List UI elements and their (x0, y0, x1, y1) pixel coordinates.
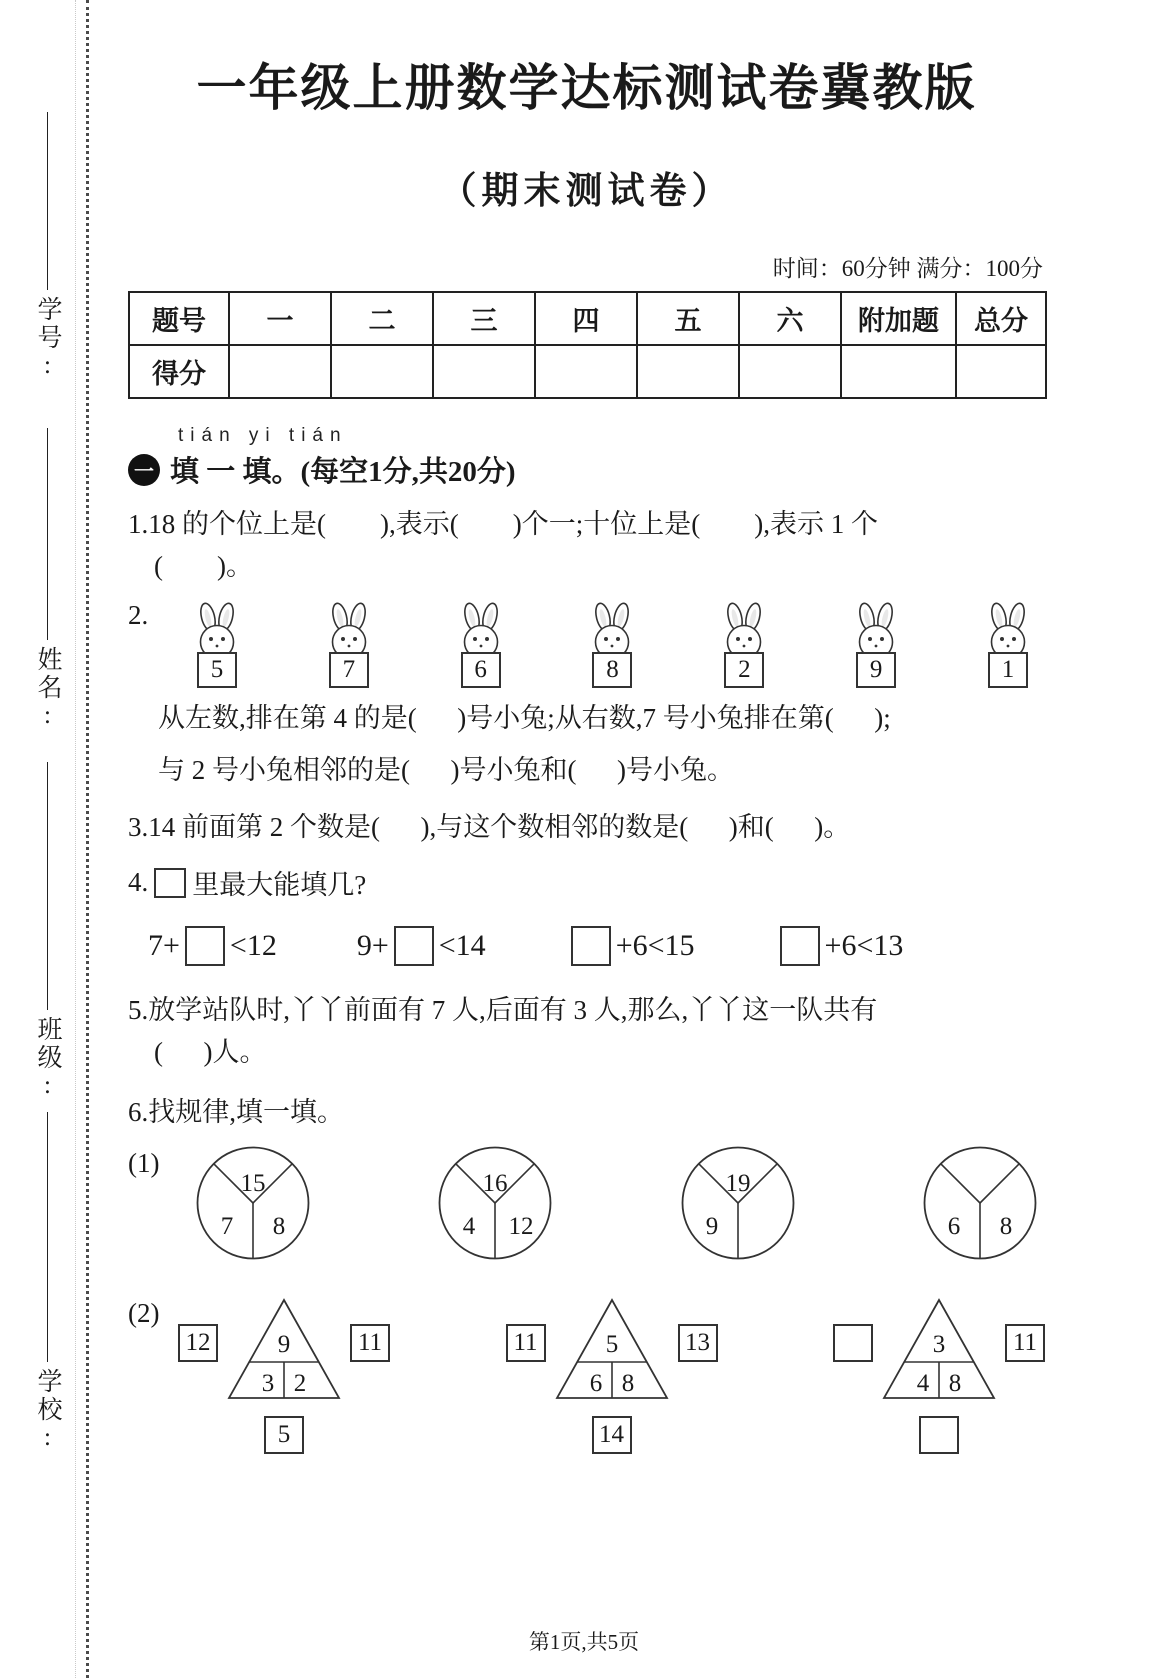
question-1 (128, 504, 1045, 588)
score-cell (331, 345, 433, 398)
triangle-puzzle-row (174, 1294, 1045, 1462)
margin-field-class (24, 762, 70, 1102)
circle-right-value: 8 (272, 1212, 286, 1240)
rabbit-figure (845, 602, 907, 688)
inequality-item (775, 926, 904, 966)
rabbit-figure (977, 602, 1039, 688)
fill-box-icon (154, 868, 186, 898)
rabbit-figure (713, 602, 775, 688)
rabbit-figure (186, 602, 248, 688)
triangle-icon (874, 1294, 1004, 1406)
score-table-header-row (129, 292, 1046, 345)
part-1-label: (1) (128, 1147, 160, 1178)
triangle-top-value: 3 (932, 1330, 946, 1358)
header-cell-tihao: 题号 (129, 292, 229, 345)
inequality-item (566, 926, 695, 966)
perforation-line-outer (75, 0, 76, 1678)
header-cell-6: 六 (739, 292, 841, 345)
inequality-after: +6<13 (824, 929, 904, 963)
circle-right-value: 8 (999, 1212, 1013, 1240)
inequality-before: 7+ (148, 929, 180, 963)
margin-field-label: 学校: (34, 1368, 61, 1454)
score-row-label: 得分 (129, 345, 229, 398)
triangle-inner-left-value: 3 (261, 1369, 275, 1397)
pinyin-hint: tián yi tián (178, 425, 348, 446)
header-cell-4: 四 (535, 292, 637, 345)
inequality-item (148, 926, 277, 966)
header-cell-3: 三 (433, 292, 535, 345)
triangle-inner-right-value: 8 (948, 1369, 962, 1397)
margin-field-label: 班级: (34, 1016, 61, 1102)
rabbit-figure (581, 602, 643, 688)
circle-puzzle (436, 1144, 554, 1262)
triangle-inner-left-value: 6 (589, 1369, 602, 1397)
circle-top-value: 16 (482, 1169, 508, 1197)
answer-box-left (833, 1324, 873, 1362)
header-cell-1: 一 (229, 292, 331, 345)
rabbit-number-card: 9 (856, 652, 896, 688)
question-6-part2 (128, 1294, 1045, 1462)
margin-field-name (24, 428, 70, 732)
answer-box-right: 11 (1005, 1324, 1045, 1362)
question-3-line1: 3.14 前面第 2 个数是( ),与这个数相邻的数是( )和( )。 (128, 812, 851, 843)
answer-box-left: 12 (178, 1324, 218, 1362)
triangle-top-value: 9 (277, 1330, 291, 1358)
circle-right-value: 12 (508, 1212, 534, 1240)
question-3 (128, 807, 1045, 849)
inequality-row (148, 926, 1045, 966)
rabbit-row (162, 600, 1045, 688)
fill-box-icon (780, 926, 820, 966)
rabbit-figure (450, 602, 512, 688)
triangle-inner-left-value: 4 (916, 1369, 930, 1397)
fill-box-icon (571, 926, 611, 966)
circle-left-value: 7 (220, 1212, 234, 1240)
perforation-line (86, 0, 89, 1678)
score-cell (229, 345, 331, 398)
score-cell (535, 345, 637, 398)
answer-box-bottom: 5 (264, 1416, 304, 1454)
question-4-number: 4. (128, 867, 149, 898)
rabbit-number-card: 7 (329, 652, 369, 688)
inequality-item (357, 926, 486, 966)
question-2 (128, 600, 1045, 792)
question-6 (128, 1092, 1045, 1462)
section-number-badge: 一 (128, 454, 160, 486)
page-subtitle: （期末测试卷） (439, 171, 734, 212)
question-1-line1: 1.18 的个位上是( ),表示( )个一;十位上是( ),表示 1 个 (128, 509, 878, 539)
question-5-line2: ( )人。 (154, 1037, 267, 1068)
rabbit-number-card: 6 (461, 652, 501, 688)
inequality-after: <12 (229, 929, 277, 963)
page-title: 一年级上册数学达标测试卷冀教版 (196, 60, 977, 116)
content-area (128, 0, 1045, 1462)
question-6-line1: 6.找规律,填一填。 (128, 1096, 344, 1127)
margin-field-student-id (24, 112, 70, 382)
score-cell (739, 345, 841, 398)
score-table-score-row (129, 345, 1046, 398)
answer-box-right: 13 (678, 1324, 718, 1362)
score-cell (637, 345, 739, 398)
triangle-icon (219, 1294, 349, 1406)
question-5-line1: 5.放学站队时,丫丫前面有 7 人,后面有 3 人,那么,丫丫这一队共有 (128, 995, 878, 1026)
triangle-inner-right-value: 8 (621, 1369, 634, 1397)
triangle-puzzle (833, 1294, 1045, 1462)
question-4-prompt: 里最大能填几? (192, 870, 367, 901)
margin-field-label: 姓名: (34, 646, 61, 732)
header-cell-2: 二 (331, 292, 433, 345)
circle-left-value: 9 (705, 1212, 718, 1240)
question-6-part1 (128, 1144, 1045, 1262)
question-2-number: 2. (128, 599, 149, 630)
question-1-line2: ( )。 (154, 550, 253, 581)
blank-line (47, 1112, 48, 1362)
margin-field-school (24, 1112, 70, 1454)
page-footer: 第1页,共5页 (528, 1630, 640, 1654)
answer-box-bottom (919, 1416, 959, 1454)
part-2-label: (2) (128, 1297, 160, 1328)
triangle-inner-right-value: 2 (293, 1369, 307, 1397)
question-2-line1: 从左数,排在第 4 的是( )号小兔;从右数,7 号小兔排在第( ); (158, 702, 891, 733)
score-cell (956, 345, 1046, 398)
margin-field-label: 学号: (34, 296, 61, 382)
section-one-heading (128, 425, 1045, 490)
triangle-puzzle (506, 1294, 718, 1462)
score-cell (433, 345, 535, 398)
circle-top-value: 15 (240, 1169, 266, 1197)
rabbit-figure (318, 602, 380, 688)
header-cell-5: 五 (637, 292, 739, 345)
triangle-puzzle (178, 1294, 390, 1462)
rabbit-number-card: 8 (592, 652, 632, 688)
rabbit-number-card: 1 (988, 652, 1028, 688)
circle-puzzle-row (174, 1144, 1045, 1262)
answer-box-left: 11 (506, 1324, 546, 1362)
header-cell-total: 总分 (956, 292, 1046, 345)
fill-box-icon (394, 926, 434, 966)
rabbit-number-card: 5 (197, 652, 237, 688)
triangle-top-value: 5 (605, 1330, 618, 1358)
circle-left-value: 4 (463, 1212, 476, 1240)
score-table (128, 291, 1047, 399)
triangle-icon (547, 1294, 677, 1406)
circle-puzzle (921, 1144, 1039, 1262)
blank-line (47, 762, 48, 1010)
answer-box-right: 11 (350, 1324, 390, 1362)
question-5 (128, 990, 1045, 1074)
inequality-after: <14 (438, 929, 486, 963)
inequality-before: 9+ (356, 929, 389, 963)
circle-left-value: 6 (947, 1212, 961, 1240)
blank-line (47, 428, 48, 640)
circle-top-value: 19 (725, 1169, 751, 1197)
answer-box-bottom: 14 (592, 1416, 632, 1454)
fill-box-icon (185, 926, 225, 966)
blank-line (47, 112, 48, 290)
inequality-after: +6<15 (615, 929, 695, 963)
section-title: 填 一 填。(每空1分,共20分) (170, 456, 516, 488)
score-cell (841, 345, 956, 398)
rabbit-number-card: 2 (724, 652, 764, 688)
circle-puzzle (679, 1144, 797, 1262)
header-cell-bonus: 附加题 (841, 292, 956, 345)
question-2-line2: 与 2 号小兔相邻的是( )号小兔和( )号小兔。 (158, 754, 734, 785)
exam-meta: 时间：60分钟 满分：100分 (772, 256, 1043, 281)
circle-puzzle (194, 1144, 312, 1262)
question-4 (128, 863, 1045, 966)
